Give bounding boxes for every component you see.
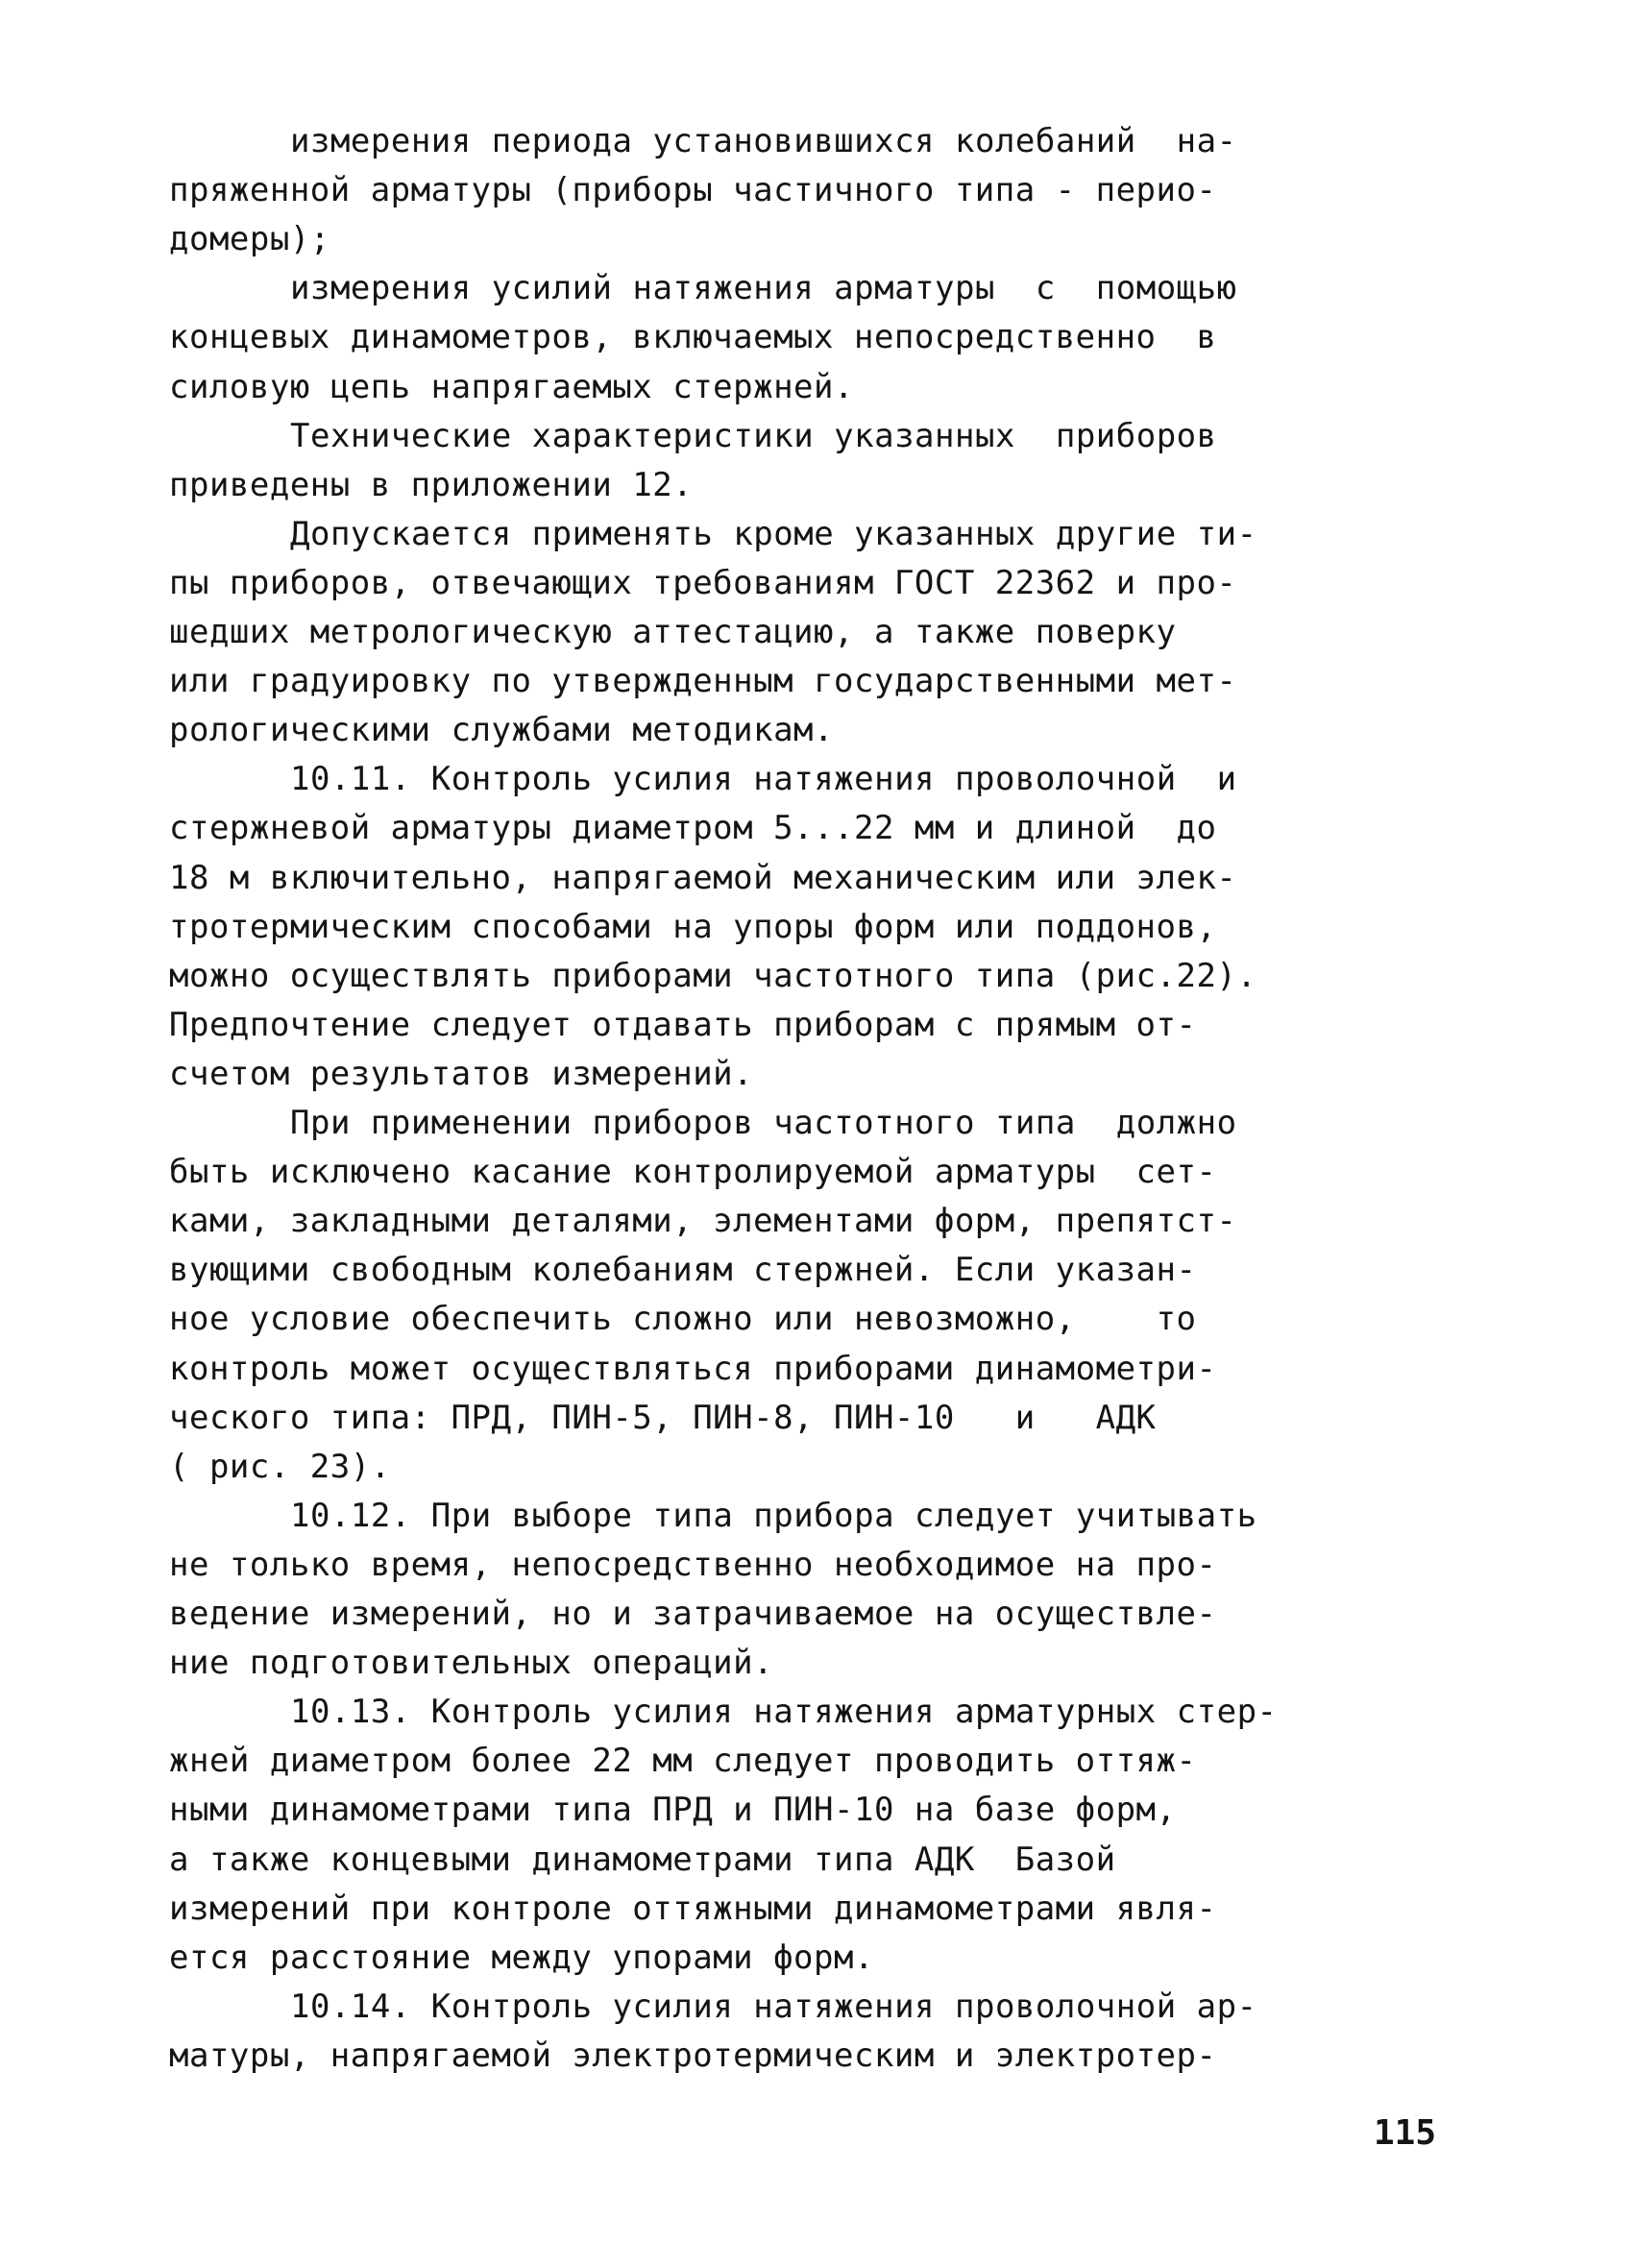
text-line: не только время, непосредственно необходимое на про- <box>169 1546 1217 1584</box>
text-line: или градуировку по утвержденным государственными мет- <box>169 662 1237 700</box>
page-number: 115 <box>1373 2113 1436 2153</box>
text-line: концевых динамометров, включаемых непосредственно в <box>169 318 1217 356</box>
text-line: 10.13. Контроль усилия натяжения арматурных стер- <box>290 1693 1278 1731</box>
text-line: матуры, напрягаемой электротермическим и электротер- <box>169 2036 1217 2075</box>
text-line: ведение измерений, но и затрачиваемое на осуществле- <box>169 1595 1217 1633</box>
text-line: тротермическим способами на упоры форм или поддонов, <box>169 908 1217 946</box>
text-line: измерений при контроле оттяжными динамометрами явля- <box>169 1890 1217 1928</box>
text-line: контроль может осуществляться приборами динамометри- <box>169 1350 1217 1388</box>
text-line: 10.11. Контроль усилия натяжения проволочной и <box>290 760 1237 798</box>
text-line: быть исключено касание контролируемой арматуры сет- <box>169 1153 1217 1191</box>
text-line: Допускается применять кроме указанных другие ти- <box>290 515 1257 553</box>
text-line: измерения усилий натяжения арматуры с помощью <box>290 269 1237 307</box>
text-line: ние подготовительных операций. <box>169 1644 774 1682</box>
text-line: ( рис. 23). <box>169 1448 391 1486</box>
text-line: стержневой арматуры диаметром 5...22 мм и длиной до <box>169 809 1217 847</box>
text-line: ками, закладными деталями, элементами форм, препятст- <box>169 1202 1237 1240</box>
text-line: шедших метрологическую аттестацию, а также поверку <box>169 613 1177 651</box>
text-line: Предпочтение следует отдавать приборам с прямым от- <box>169 1006 1197 1044</box>
text-line: пы приборов, отвечающих требованиям ГОСТ 22362 и про- <box>169 564 1237 602</box>
text-line: ное условие обеспечить сложно или невозможно, то <box>169 1300 1197 1338</box>
text-line: вующими свободным колебаниям стержней. Если указан- <box>169 1251 1197 1289</box>
text-line: жней диаметром более 22 мм следует проводить оттяж- <box>169 1742 1197 1780</box>
text-line: 18 м включительно, напрягаемой механическим или элек- <box>169 859 1237 897</box>
text-line: измерения периода установившихся колебаний на- <box>290 122 1237 160</box>
text-line: а также концевыми динамометрами типа АДК Базой <box>169 1841 1116 1879</box>
text-line: рологическими службами методикам. <box>169 711 835 749</box>
text-line: можно осуществлять приборами частотного типа (рис.22). <box>169 957 1257 995</box>
text-line: приведены в приложении 12. <box>169 466 694 504</box>
text-line: счетом результатов измерений. <box>169 1055 754 1093</box>
text-line: ными динамометрами типа ПРД и ПИН-10 на базе форм, <box>169 1791 1177 1829</box>
text-line: ческого типа: ПРД, ПИН-5, ПИН-8, ПИН-10 и АДК <box>169 1399 1157 1437</box>
text-line: 10.14. Контроль усилия натяжения проволочной ар- <box>290 1988 1257 2026</box>
text-line: пряженной арматуры (приборы частичного типа - перио- <box>169 171 1217 209</box>
text-line: Технические характеристики указанных приборов <box>290 417 1217 455</box>
text-line: силовую цепь напрягаемых стержней. <box>169 368 854 406</box>
text-line: При применении приборов частотного типа должно <box>290 1104 1237 1142</box>
text-line: 10.12. При выборе типа прибора следует учитывать <box>290 1497 1257 1535</box>
text-line: ется расстояние между упорами форм. <box>169 1939 874 1977</box>
text-line: домеры); <box>169 220 330 258</box>
